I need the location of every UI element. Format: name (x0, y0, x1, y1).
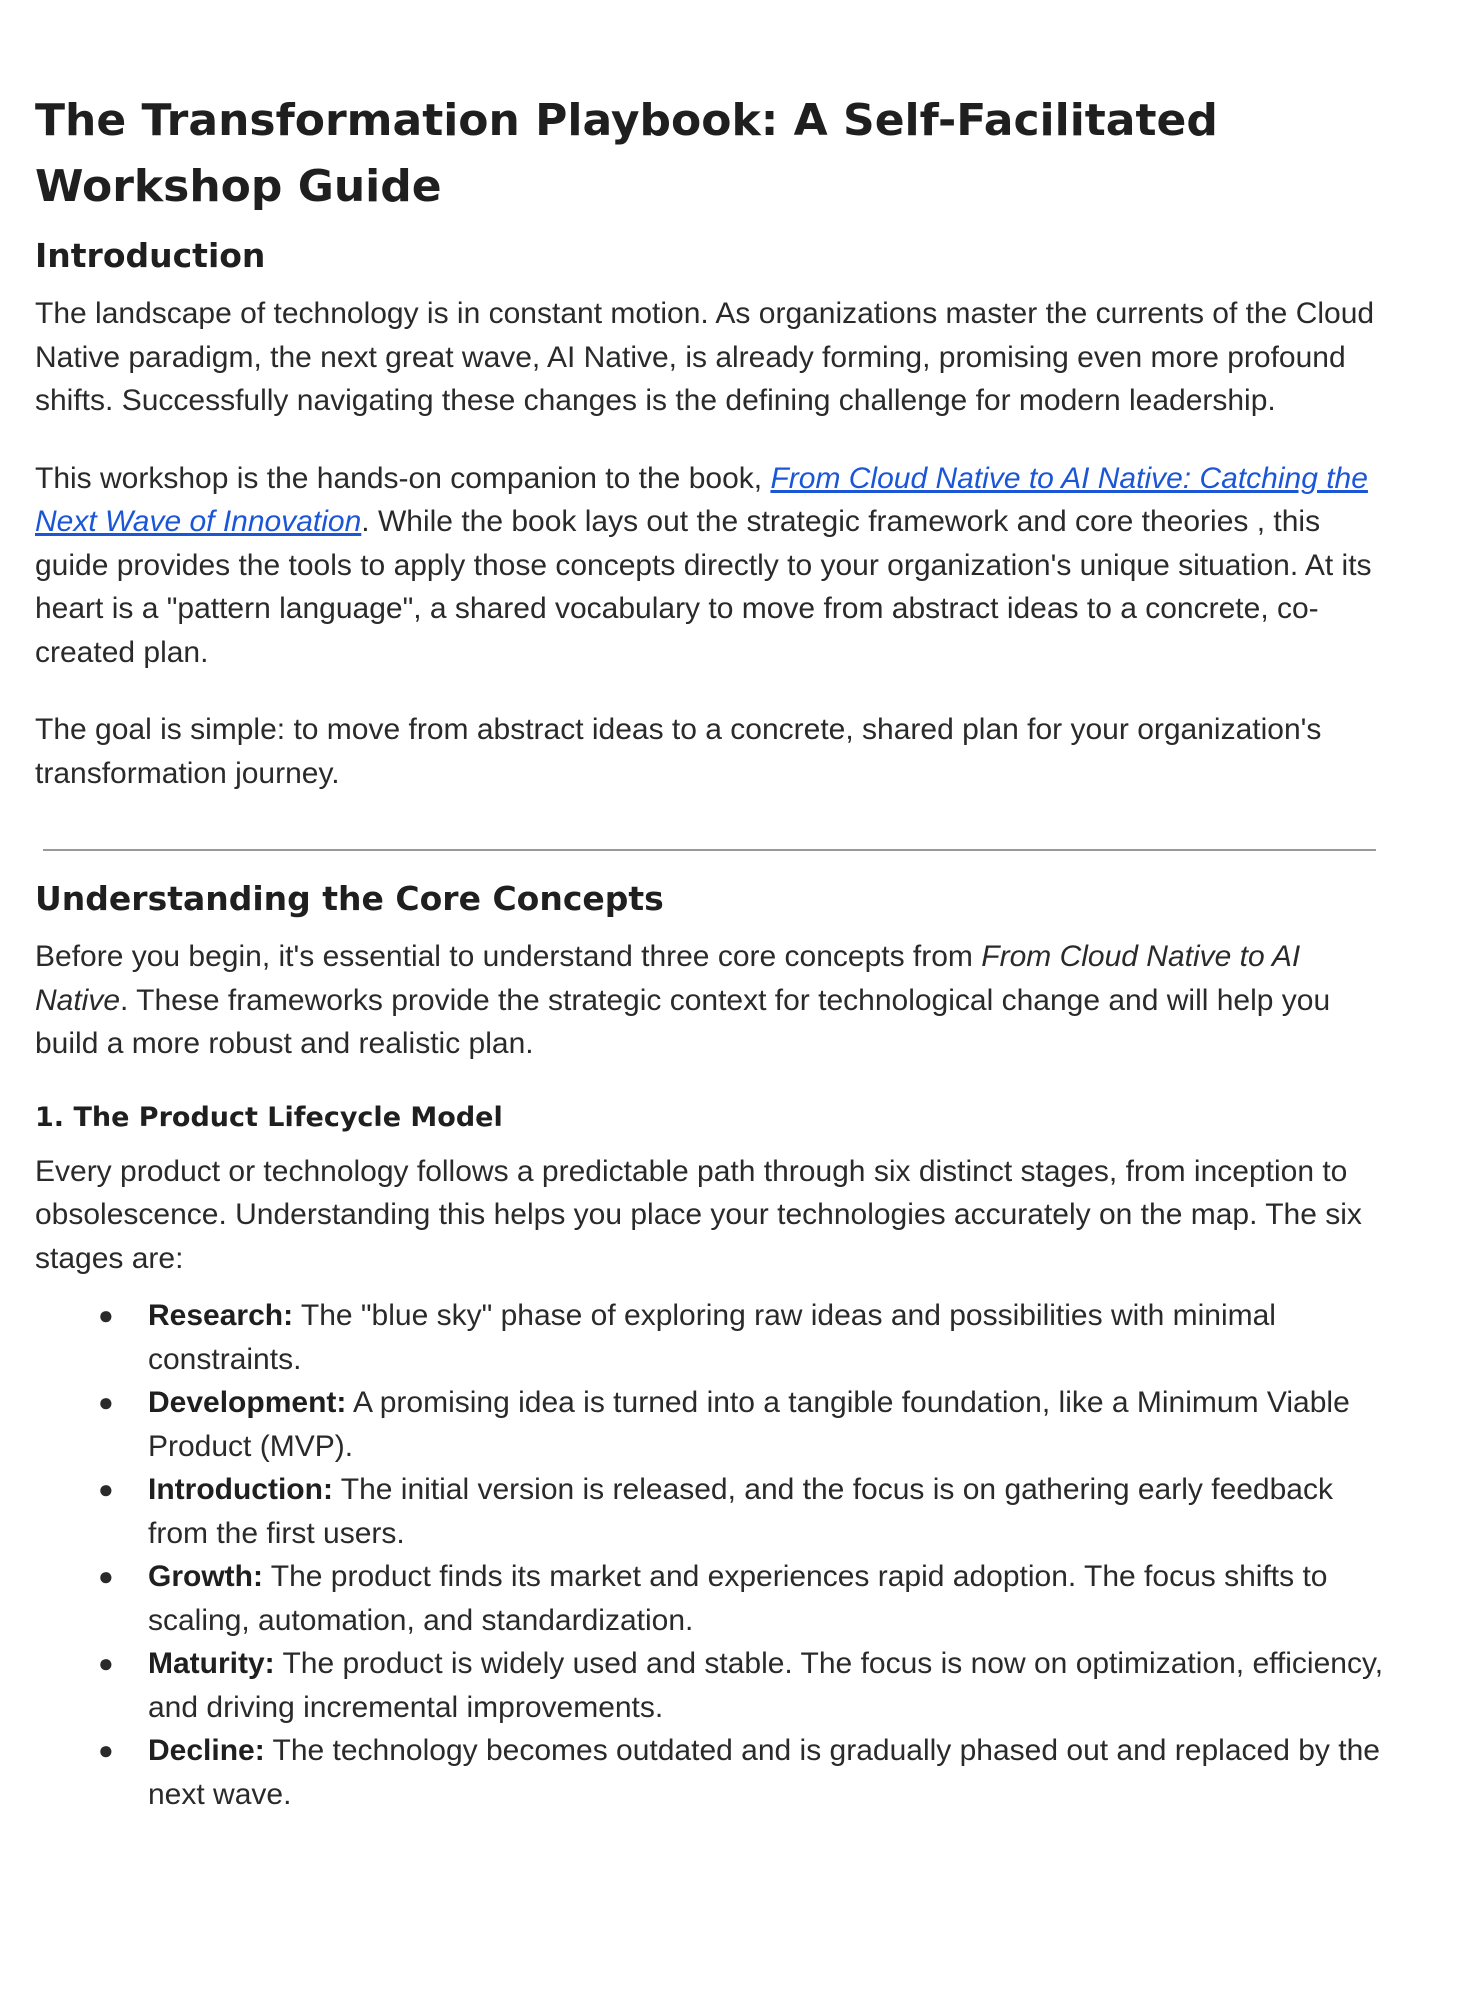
bullet-icon: ● (98, 1561, 114, 1591)
stage-description: The initial version is released, and the focus is on gathering early feedback from the first users. (148, 1473, 1333, 1550)
document-title: The Transformation Playbook: A Self-Facilitated Workshop Guide (35, 95, 1218, 212)
intro-paragraph-1: The landscape of technology is in constant motion. As organizations master the currents of the Cloud Native paradigm, the next great wave, AI Native, is already forming, promising even more profound shifts. Successfully navigating these changes is the defining challenge for modern leadership. (35, 297, 1375, 417)
stage-term: Introduction: (148, 1473, 333, 1506)
bullet-icon: ● (98, 1735, 114, 1765)
section-divider (43, 849, 1376, 851)
stage-term: Research: (148, 1299, 294, 1332)
list-item (35, 1729, 1394, 1816)
stage-term: Growth: (148, 1560, 263, 1593)
lifecycle-heading: 1. The Product Lifecycle Model (35, 1101, 503, 1133)
intro-paragraph-2-lead: This workshop is the hands-on companion to the book, (35, 461, 771, 495)
list-item (35, 1294, 1394, 1381)
concepts-paragraph-rest: . These frameworks provide the strategic context for technological change and will help you build a more robust and realistic plan. (35, 983, 1331, 1060)
concepts-paragraph (35, 935, 1394, 1066)
book-link[interactable]: From Cloud Native to AI Native: Catching the Next Wave of Innovation (35, 461, 1368, 538)
lifecycle-stages-list (35, 1294, 1394, 1816)
stage-description: The product is widely used and stable. The focus is now on optimization, efficiency, and driving incremental improvements. (148, 1647, 1384, 1724)
concepts-paragraph-lead: Before you begin, it's essential to understand three core concepts from (35, 940, 982, 973)
list-item (35, 1381, 1394, 1468)
bullet-icon: ● (98, 1300, 114, 1330)
stage-term: Development: (148, 1386, 347, 1419)
list-item (35, 1642, 1394, 1729)
stage-description: The "blue sky" phase of exploring raw ideas and possibilities with minimal constraints. (148, 1299, 1276, 1376)
stage-term: Decline: (148, 1734, 265, 1767)
intro-paragraph-2-rest: . While the book lays out the strategic framework and core theories , this guide provides the tools to apply those concepts directly to your organization's unique situation. At its heart is a "pattern language", a shared vocabulary to move from abstract ideas to a concrete, co-created plan. (35, 505, 1372, 669)
stage-description: The product finds its market and experiences rapid adoption. The focus shifts to scaling, automation, and standardization. (148, 1560, 1328, 1637)
bullet-icon: ● (98, 1474, 114, 1504)
list-item (35, 1555, 1394, 1642)
intro-paragraph-3: The goal is simple: to move from abstract ideas to a concrete, shared plan for your organization's transformation journey. (35, 713, 1322, 790)
core-concepts-heading: Understanding the Core Concepts (35, 879, 664, 918)
stage-term: Maturity: (148, 1647, 275, 1680)
stage-description: A promising idea is turned into a tangible foundation, like a Minimum Viable Product (MVP). (148, 1386, 1350, 1463)
intro-paragraph-2 (35, 457, 1394, 675)
introduction-heading: Introduction (35, 236, 266, 275)
bullet-icon: ● (98, 1648, 114, 1678)
lifecycle-paragraph: Every product or technology follows a predictable path through six distinct stages, from inception to obsolescence. Understanding this helps you place your technologies accurately on the map. The six stages are: (35, 1154, 1362, 1275)
stage-description: The technology becomes outdated and is gradually phased out and replaced by the next wave. (148, 1734, 1380, 1811)
list-item (35, 1468, 1394, 1555)
bullet-icon: ● (98, 1387, 114, 1417)
book-title-italic: From Cloud Native to AI Native (35, 940, 1301, 1017)
